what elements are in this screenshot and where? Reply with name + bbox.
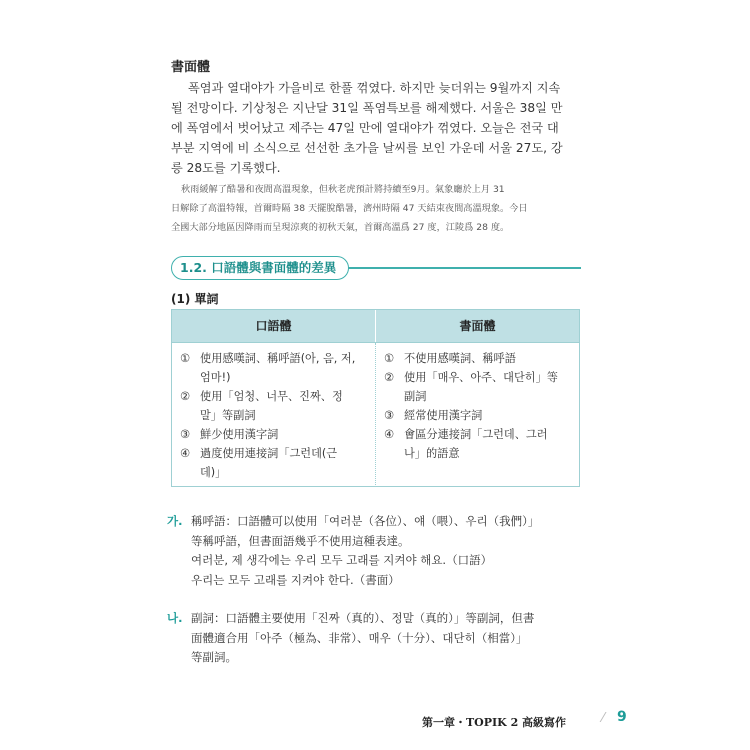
chinese-line: 日解除了高溫特報，首爾時隔 38 天擺脫酷暑，濟州時隔 47 天結束夜間高溫現象。今日 (171, 203, 528, 214)
item-text: 나」的語意 (404, 447, 460, 460)
chinese-line: 秋雨緩解了酷暑和夜間高溫現象，但秋老虎預計將持續至9月。氣象廳於上月 31 (181, 184, 505, 195)
subsection-rule (341, 267, 581, 269)
korean-line: 될 전망이다. 기상청은 지난달 31일 폭염특보를 해제했다. 서울은 38일 만 (171, 101, 563, 115)
header-written: 書面體 (459, 319, 496, 333)
comparison-table (171, 309, 580, 487)
example-line: 等副詞。 (191, 650, 237, 664)
item-text: 使用感嘆詞、稱呼語(아, 음, 저, (200, 352, 356, 365)
spoken-item (180, 387, 369, 425)
korean-line: 폭염과 열대야가 가을비로 한풀 꺾였다. 하지만 늦더위는 9월까지 지속 (188, 81, 561, 95)
written-item (384, 368, 573, 406)
example-line: 稱呼語：口語體可以使用「여러분（各位）、얘（喂）、우리（我們）」 (191, 514, 540, 528)
item-text: 使用「엄청、너무、진짜、정 (200, 390, 343, 403)
table-body (172, 343, 579, 487)
example-na (167, 609, 534, 668)
subsection-header (171, 256, 581, 280)
spoken-item (180, 444, 369, 482)
item-number: ① (384, 352, 395, 365)
example-ga (167, 512, 539, 590)
chinese-line: 全國大部分地區因降雨而呈現涼爽的初秋天氣，首爾高溫爲 27 度，江陵爲 28 度。 (171, 222, 510, 233)
item-number: ③ (384, 409, 395, 422)
spoken-column (172, 343, 376, 487)
subheading: (1) 單詞 (171, 292, 219, 306)
item-text: 鮮少使用漢字詞 (200, 428, 279, 441)
footer-chapter: 第一章・TOPIK 2 高級寫作 (422, 716, 567, 729)
table-header-row (172, 310, 579, 343)
written-item (384, 349, 573, 368)
item-number: ④ (384, 428, 395, 441)
example-marker: 나. (167, 611, 183, 625)
page-number: 9 (617, 709, 627, 725)
spoken-item (180, 349, 369, 387)
written-column (376, 343, 579, 487)
header-spoken: 口語體 (172, 310, 376, 342)
written-item (384, 406, 573, 425)
item-text: 副詞 (404, 390, 427, 403)
example-line: 우리는 모두 고래를 지켜야 한다.（書面） (191, 572, 400, 587)
item-text: 會區分連接詞「그런데、그러 (404, 428, 548, 441)
example-marker: 가. (167, 514, 183, 528)
example-line: 等稱呼語，但書面語幾乎不使用這種表達。 (191, 533, 410, 548)
korean-line: 릉 28도를 기록했다. (171, 161, 281, 175)
subsection-title: 1.2. 口語體與書面體的差異 (171, 256, 349, 280)
written-item (384, 425, 573, 463)
example-line: 副詞：口語體主要使用「진짜（真的）、정말（真的）」等副詞，但書 (191, 611, 535, 625)
item-number: ① (180, 352, 191, 365)
chinese-translation-paragraph (171, 180, 586, 237)
korean-paragraph (171, 78, 586, 178)
item-text: 使用「매우、아주、대단히」等 (404, 371, 558, 384)
footer-divider: ⁄ (602, 711, 605, 726)
item-text: 데)」 (200, 466, 227, 479)
korean-line: 에 폭염에서 벗어났고 제주는 47일 만에 열대야가 꺾였다. 오늘은 전국 대 (171, 121, 559, 135)
item-text: 말」等副詞 (200, 409, 256, 422)
item-number: ③ (180, 428, 191, 441)
example-line: 面體適合用「아주（極為、非常）、매우（十分）、대단히（相當）」 (191, 630, 528, 645)
item-number: ② (384, 371, 395, 384)
item-text: 엄마!) (200, 371, 231, 384)
example-line: 여러분, 제 생각에는 우리 모두 고래를 지켜야 해요.（口語） (191, 553, 493, 567)
item-text: 過度使用連接詞「그런데(근 (200, 447, 338, 460)
item-number: ② (180, 390, 191, 403)
item-text: 不使用感嘆詞、稱呼語 (404, 352, 516, 365)
item-text: 經常使用漢字詞 (404, 409, 483, 422)
item-number: ④ (180, 447, 191, 460)
spoken-item (180, 425, 369, 444)
korean-line: 부분 지역에 비 소식으로 선선한 초가을 날씨를 보인 가운데 서울 27도, 강 (171, 141, 563, 155)
section-title: 書面體 (171, 60, 211, 75)
